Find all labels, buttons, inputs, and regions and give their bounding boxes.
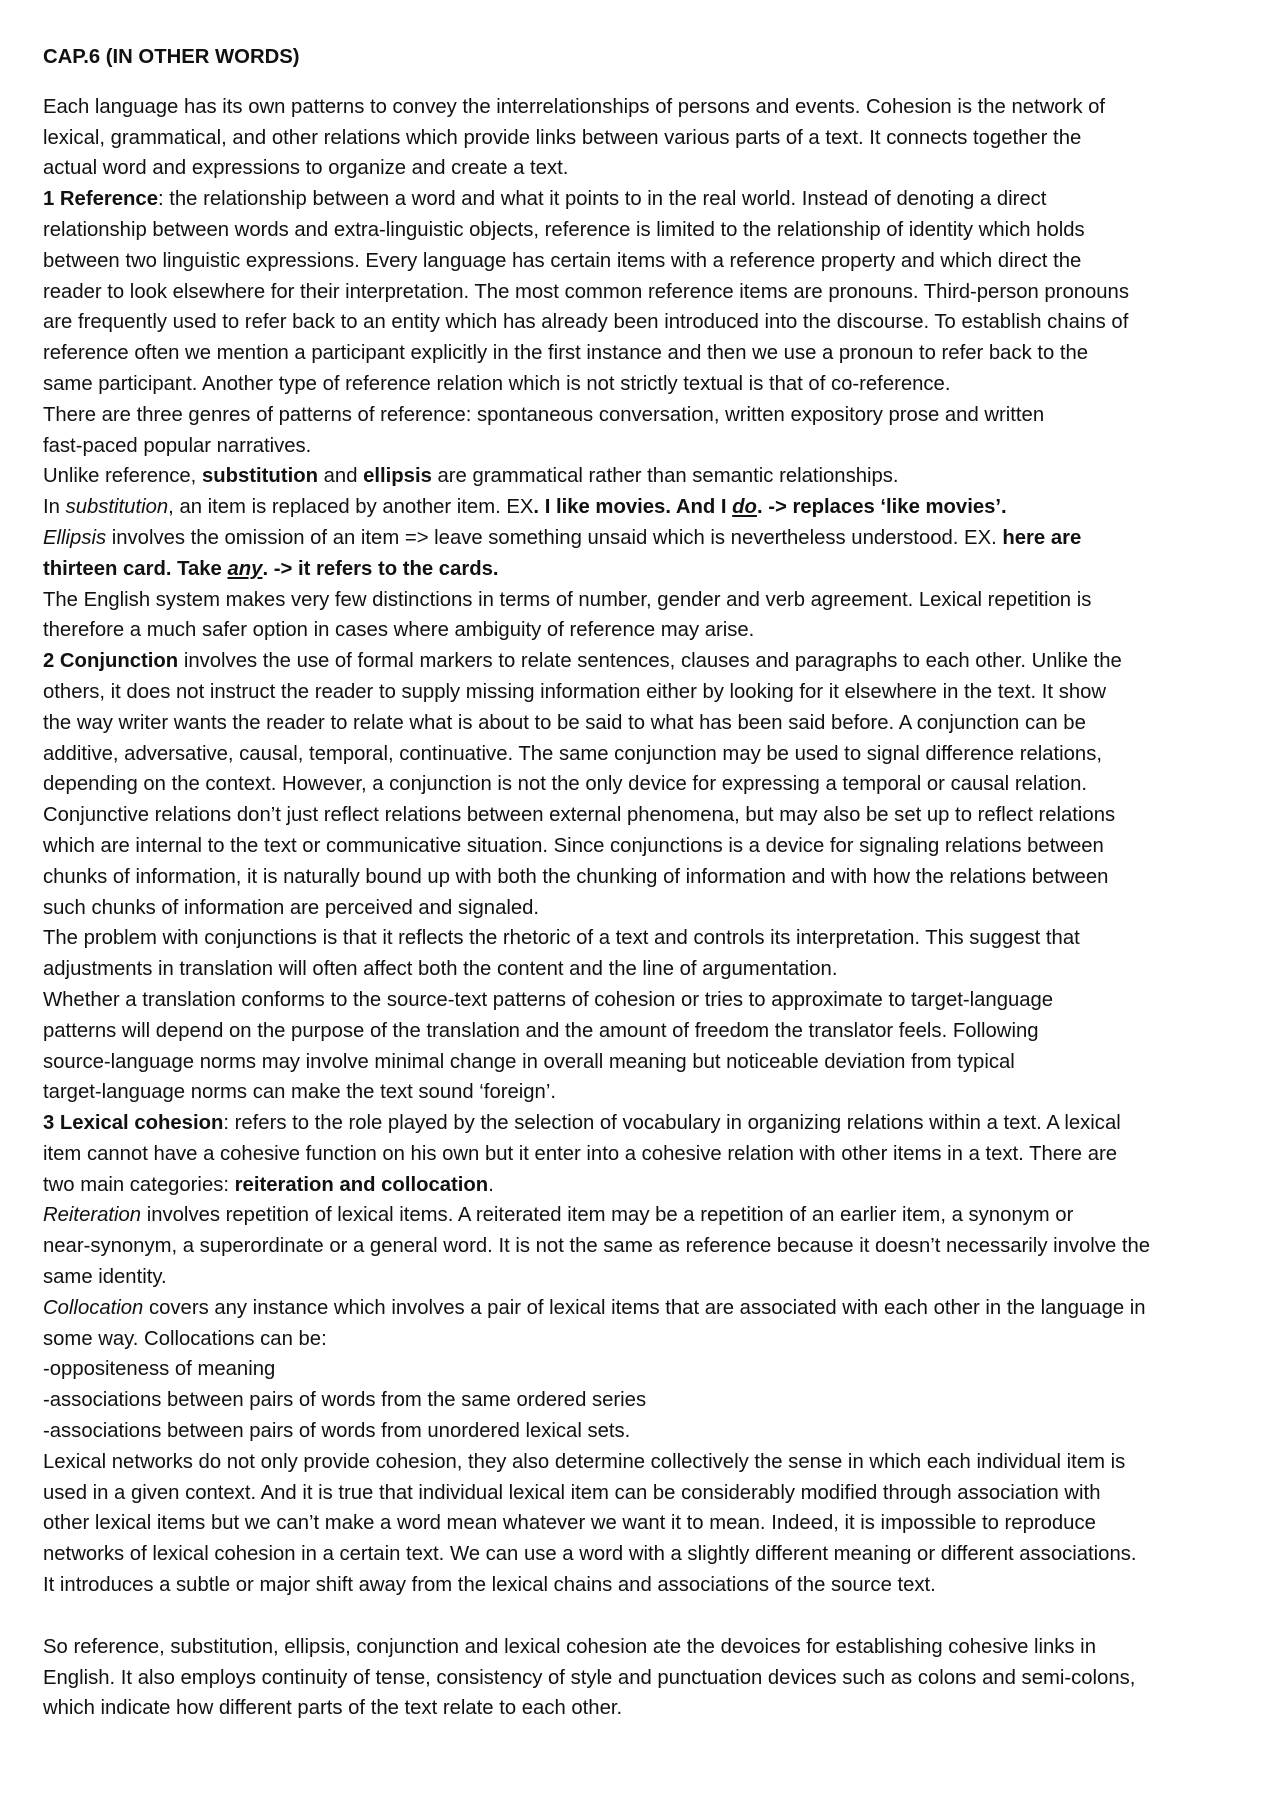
document-title: CAP.6 (IN OTHER WORDS) <box>43 46 300 68</box>
text-segment: Whether a translation conforms to the source-text patterns of cohesion or tries to approximate to target-language <box>43 988 1054 1011</box>
text-line <box>43 554 1248 585</box>
text-segment: any <box>227 557 263 580</box>
text-segment: Lexical networks do not only provide cohesion, they also determine collectively the sense in which each individual item is <box>43 1450 1126 1473</box>
text-segment: : the relationship between a word and what it points to in the real world. Instead of denoting a direct <box>158 188 1047 211</box>
text-segment: here are <box>1002 526 1082 549</box>
text-segment: . <box>488 1173 494 1196</box>
text-segment: thirteen card. Take <box>43 557 228 580</box>
text-segment: covers any instance which involves a pair of lexical items that are associated with each other in the language in <box>143 1296 1146 1319</box>
text-line <box>43 1663 1248 1694</box>
text-segment: In <box>43 496 66 519</box>
text-line <box>43 923 1248 954</box>
text-segment: therefore a much safer option in cases where ambiguity of reference may arise. <box>43 619 755 642</box>
text-line <box>43 461 1248 492</box>
text-line <box>43 1570 1248 1601</box>
text-segment: -associations between pairs of words from the same ordered series <box>43 1389 647 1412</box>
text-line <box>43 277 1248 308</box>
text-segment: 2 Conjunction <box>43 650 179 673</box>
text-line <box>43 708 1248 739</box>
text-segment: Conjunctive relations don’t just reflect relations between external phenomena, but may also be set up to reflect relations <box>43 804 1116 827</box>
text-segment: same participant. Another type of reference relation which is not strictly textual is that of co-reference. <box>43 372 951 395</box>
text-segment: adjustments in translation will often affect both the content and the line of argumentation. <box>43 958 838 981</box>
text-line <box>43 1324 1248 1355</box>
text-segment: 3 Lexical cohesion <box>43 1112 224 1135</box>
text-segment: The problem with conjunctions is that it reflects the rhetoric of a text and controls its interpretation. This suggest that <box>43 927 1080 950</box>
text-line <box>43 184 1248 215</box>
text-line <box>43 862 1248 893</box>
text-segment: Each language has its own patterns to convey the interrelationships of persons and events. Cohesion is the network of <box>43 95 1106 118</box>
text-line <box>43 1478 1248 1509</box>
text-line <box>43 492 1248 523</box>
text-segment: other lexical items but we can’t make a word mean whatever we want it to mean. Indeed, it is impossible to reproduce <box>43 1512 1096 1535</box>
text-line <box>43 1262 1248 1293</box>
text-segment: substitution <box>65 496 169 519</box>
text-line <box>43 1508 1248 1539</box>
text-line <box>43 769 1248 800</box>
text-line <box>43 739 1248 770</box>
text-segment: -associations between pairs of words from unordered lexical sets. <box>43 1420 631 1443</box>
text-line <box>43 1200 1248 1231</box>
text-line <box>43 1447 1248 1478</box>
text-line <box>43 954 1248 985</box>
text-segment: . -> replaces ‘like movies’. <box>756 496 1007 519</box>
text-segment: : refers to the role played by the selection of vocabulary in organizing relations within a text. A lexical <box>223 1112 1121 1135</box>
text-segment: others, it does not instruct the reader to supply missing information either by looking for it elsewhere in the text. It show <box>43 680 1107 703</box>
text-segment: There are three genres of patterns of reference: spontaneous conversation, written expository prose and written <box>43 403 1045 426</box>
text-line <box>43 92 1248 123</box>
text-segment: , an item is replaced by another item. EX <box>168 496 534 519</box>
text-segment: . I like movies. And I <box>533 496 733 519</box>
text-segment: two main categories: <box>43 1173 235 1196</box>
text-segment: fast-paced popular narratives. <box>43 434 312 457</box>
text-line <box>43 1077 1248 1108</box>
text-segment: involves the omission of an item => leave something unsaid which is nevertheless understood. EX. <box>106 526 1003 549</box>
text-segment: reference often we mention a participant explicitly in the first instance and then we use a pronoun to refer back to the <box>43 342 1089 365</box>
text-segment: are frequently used to refer back to an entity which has already been introduced into the discourse. To establish chains of <box>43 311 1129 334</box>
text-segment: do <box>732 496 757 519</box>
text-segment: reader to look elsewhere for their interpretation. The most common reference items are pronouns. Third-person pronouns <box>43 280 1129 303</box>
text-segment: actual word and expressions to organize and create a text. <box>43 157 569 180</box>
text-segment: 1 Reference <box>43 188 158 211</box>
text-segment: source-language norms may involve minimal change in overall meaning but noticeable deviation from typical <box>43 1050 1015 1073</box>
document-text <box>43 92 1248 1724</box>
text-line <box>43 1231 1248 1262</box>
text-segment: So reference, substitution, ellipsis, conjunction and lexical cohesion ate the devoices for establishing cohesive links in <box>43 1635 1096 1658</box>
text-line <box>43 307 1248 338</box>
text-segment: such chunks of information are perceived and signaled. <box>43 896 540 919</box>
text-line <box>43 369 1248 400</box>
text-segment: Reiteration <box>43 1204 142 1227</box>
text-line <box>43 123 1248 154</box>
text-segment: are grammatical rather than semantic relationships. <box>431 465 899 488</box>
text-line <box>43 1354 1248 1385</box>
text-line <box>43 523 1248 554</box>
text-line <box>43 1416 1248 1447</box>
text-segment: chunks of information, it is naturally bound up with both the chunking of information and with how the relations between <box>43 865 1109 888</box>
text-line <box>43 800 1248 831</box>
text-segment: target-language norms can make the text sound ‘foreign’. <box>43 1081 556 1104</box>
text-segment: The English system makes very few distinctions in terms of number, gender and verb agreement. Lexical repetition is <box>43 588 1092 611</box>
text-line <box>43 585 1248 616</box>
text-line <box>43 246 1248 277</box>
text-segment: patterns will depend on the purpose of the translation and the amount of freedom the translator feels. Following <box>43 1019 1039 1042</box>
text-line <box>43 1047 1248 1078</box>
text-line <box>43 677 1248 708</box>
text-segment: networks of lexical cohesion in a certain text. We can use a word with a slightly different meaning or different associations. <box>43 1543 1137 1566</box>
text-segment: depending on the context. However, a conjunction is not the only device for expressing a temporal or causal relation. <box>43 773 1087 796</box>
text-segment: substitution <box>201 465 318 488</box>
text-line <box>43 400 1248 431</box>
text-line <box>43 1293 1248 1324</box>
text-segment: -oppositeness of meaning <box>43 1358 276 1381</box>
text-segment: involves the use of formal markers to relate sentences, clauses and paragraphs to each other. Unlike the <box>178 650 1122 673</box>
text-line <box>43 215 1248 246</box>
text-segment: additive, adversative, causal, temporal, continuative. The same conjunction may be used to signal difference relations, <box>43 742 1102 765</box>
text-line <box>43 893 1248 924</box>
text-line <box>43 646 1248 677</box>
text-segment: used in a given context. And it is true that individual lexical item can be considerably modified through association with <box>43 1481 1101 1504</box>
text-segment: some way. Collocations can be: <box>43 1327 327 1350</box>
text-segment: which indicate how different parts of the text relate to each other. <box>43 1697 623 1720</box>
text-line <box>43 1632 1248 1663</box>
text-segment: which are internal to the text or communicative situation. Since conjunctions is a device for signaling relations between <box>43 834 1104 857</box>
text-line <box>43 431 1248 462</box>
text-segment: Ellipsis <box>43 526 107 549</box>
document-body <box>43 42 1248 1724</box>
text-segment: the way writer wants the reader to relate what is about to be said to what has been said before. A conjunction can be <box>43 711 1086 734</box>
paragraph-gap <box>43 1601 1248 1632</box>
text-segment: . -> it refers to the cards. <box>262 557 499 580</box>
text-segment: and <box>318 465 364 488</box>
text-segment: English. It also employs continuity of tense, consistency of style and punctuation devices such as colons and semi-colons, <box>43 1666 1136 1689</box>
text-segment: Collocation <box>43 1296 144 1319</box>
text-line <box>43 1693 1248 1724</box>
text-segment: same identity. <box>43 1266 167 1289</box>
text-line <box>43 153 1248 184</box>
text-line <box>43 1016 1248 1047</box>
text-line <box>43 1539 1248 1570</box>
text-segment: involves repetition of lexical items. A reiterated item may be a repetition of an earlier item, a synonym or <box>141 1204 1074 1227</box>
text-segment: lexical, grammatical, and other relations which provide links between various parts of a text. It connects together the <box>43 126 1082 149</box>
text-line <box>43 338 1248 369</box>
text-line <box>43 831 1248 862</box>
text-line <box>43 985 1248 1016</box>
text-segment: ellipsis <box>363 465 432 488</box>
text-segment: It introduces a subtle or major shift away from the lexical chains and associations of the source text. <box>43 1574 936 1597</box>
text-segment: item cannot have a cohesive function on his own but it enter into a cohesive relation with other items in a text. There are <box>43 1142 1118 1165</box>
text-segment: Unlike reference, <box>43 465 202 488</box>
text-line <box>43 1139 1248 1170</box>
text-segment: near-synonym, a superordinate or a general word. It is not the same as reference because it doesn’t necessarily involve the <box>43 1235 1151 1258</box>
text-line <box>43 1385 1248 1416</box>
text-segment: between two linguistic expressions. Every language has certain items with a reference property and which direct the <box>43 249 1082 272</box>
text-line <box>43 1170 1248 1201</box>
text-line <box>43 1108 1248 1139</box>
text-segment: relationship between words and extra-linguistic objects, reference is limited to the relationship of identity which holds <box>43 218 1085 241</box>
text-segment: reiteration and collocation <box>234 1173 489 1196</box>
text-line <box>43 615 1248 646</box>
